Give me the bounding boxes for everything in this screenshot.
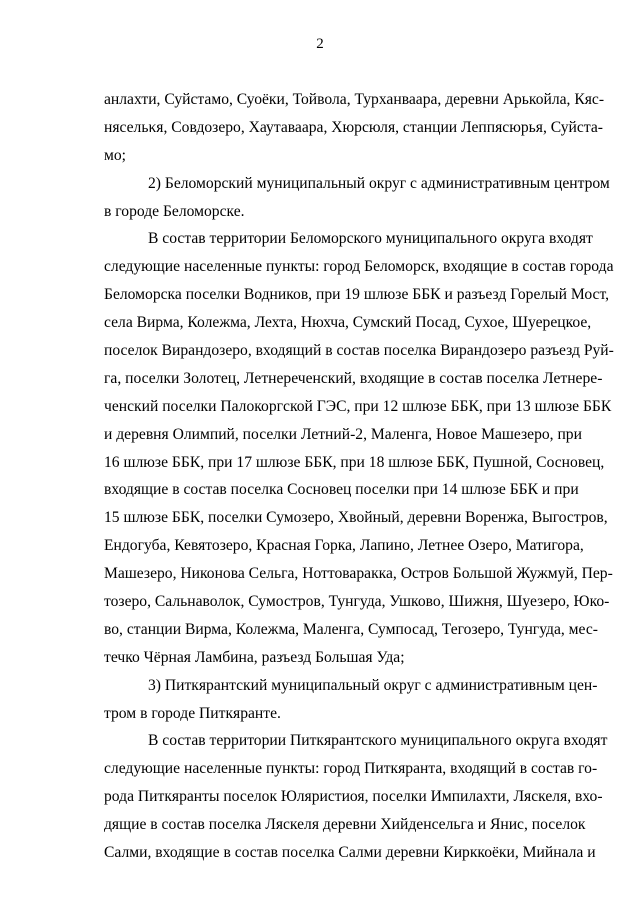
page-number: 2 (316, 36, 324, 52)
text-line: во, станции Вирма, Колежма, Маленга, Сумпосад, Тегозеро, Тунгуда, мес- (104, 620, 598, 638)
text-line: в городе Беломорске. (104, 202, 245, 220)
text-line: входящие в состав поселка Сосновец поселки при 14 шлюзе ББК и при (104, 481, 579, 499)
text-line: Салми, входящие в состав поселка Салми деревни Кирккоёки, Мийнала и (104, 844, 596, 862)
paragraph-continuation (104, 86, 605, 170)
document-body (104, 86, 614, 867)
text-line: В состав территории Беломорского муниципального округа входят (148, 230, 593, 248)
text-line: следующие населенные пункты: город Питкяранта, входящий в состав го- (104, 760, 598, 778)
paragraph-pitkyarantsky-heading (104, 672, 598, 728)
text-line: Машезеро, Никонова Сельга, Ноттоваракка, Остров Большой Жужмуй, Пер- (104, 565, 613, 583)
text-line: 2) Беломорский муниципальный округ с административным центром (148, 174, 610, 192)
text-line: га, поселки Золотец, Летнереченский, входящие в состав поселка Летнере- (104, 369, 603, 387)
text-line: 15 шлюзе ББК, поселки Сумозеро, Хвойный, деревни Воренжа, Выгостров, (104, 509, 608, 527)
text-line: течко Чёрная Ламбина, разъезд Большая Уда; (104, 648, 405, 666)
text-line: Ендогуба, Кевятозеро, Красная Горка, Лапино, Летнее Озеро, Матигора, (104, 537, 584, 555)
text-line: тром в городе Питкяранте. (104, 704, 281, 722)
text-line: села Вирма, Колежма, Лехта, Нюхча, Сумский Посад, Сухое, Шуерецкое, (104, 314, 592, 332)
text-line: нясельκя, Совдозеро, Хаутаваара, Хюрсюля, станции Леппясюрья, Суйста- (104, 118, 603, 136)
text-line: поселок Вирандозеро, входящий в состав поселка Вирандозеро разъезд Руй- (104, 342, 614, 360)
text-line: 16 шлюзе ББК, при 17 шлюзе ББК, при 18 шлюзе ББК, Пушной, Сосновец, (104, 453, 605, 471)
text-line: и деревня Олимпий, поселки Летний-2, Маленга, Новое Машезеро, при (104, 425, 582, 443)
paragraph-belomorsky-heading (104, 170, 610, 226)
text-line: следующие населенные пункты: город Беломорск, входящие в состав города (104, 258, 614, 276)
text-line: Беломорска поселки Водников, при 19 шлюзе ББК и разъезд Горелый Мост, (104, 286, 610, 304)
text-line: ченский поселки Палокоргской ГЭС, при 12 шлюзе ББК, при 13 шлюзе ББК (104, 397, 612, 415)
text-line: В состав территории Питкярантского муниципального округа входят (148, 732, 608, 750)
text-line: рода Питкяранты поселок Юляристиоя, поселки Импилахти, Ляскеля, вхо- (104, 788, 603, 806)
paragraph-belomorsky-settlements (104, 225, 614, 671)
paragraph-pitkyarantsky-settlements (104, 727, 608, 866)
text-line: анлахти, Суйстамо, Суоёки, Тойвола, Турханваара, деревни Арькойла, Кяс- (104, 91, 605, 108)
text-line: дящие в состав поселка Ляскеля деревни Хийденсельга и Янис, поселок (104, 816, 586, 834)
text-line: 3) Питкярантский муниципальный округ с административным цен- (148, 676, 598, 694)
text-line: мо; (104, 146, 126, 164)
text-line: тозеро, Сальнаволок, Сумостров, Тунгуда, Ушково, Шижня, Шуезеро, Юко- (104, 593, 610, 611)
